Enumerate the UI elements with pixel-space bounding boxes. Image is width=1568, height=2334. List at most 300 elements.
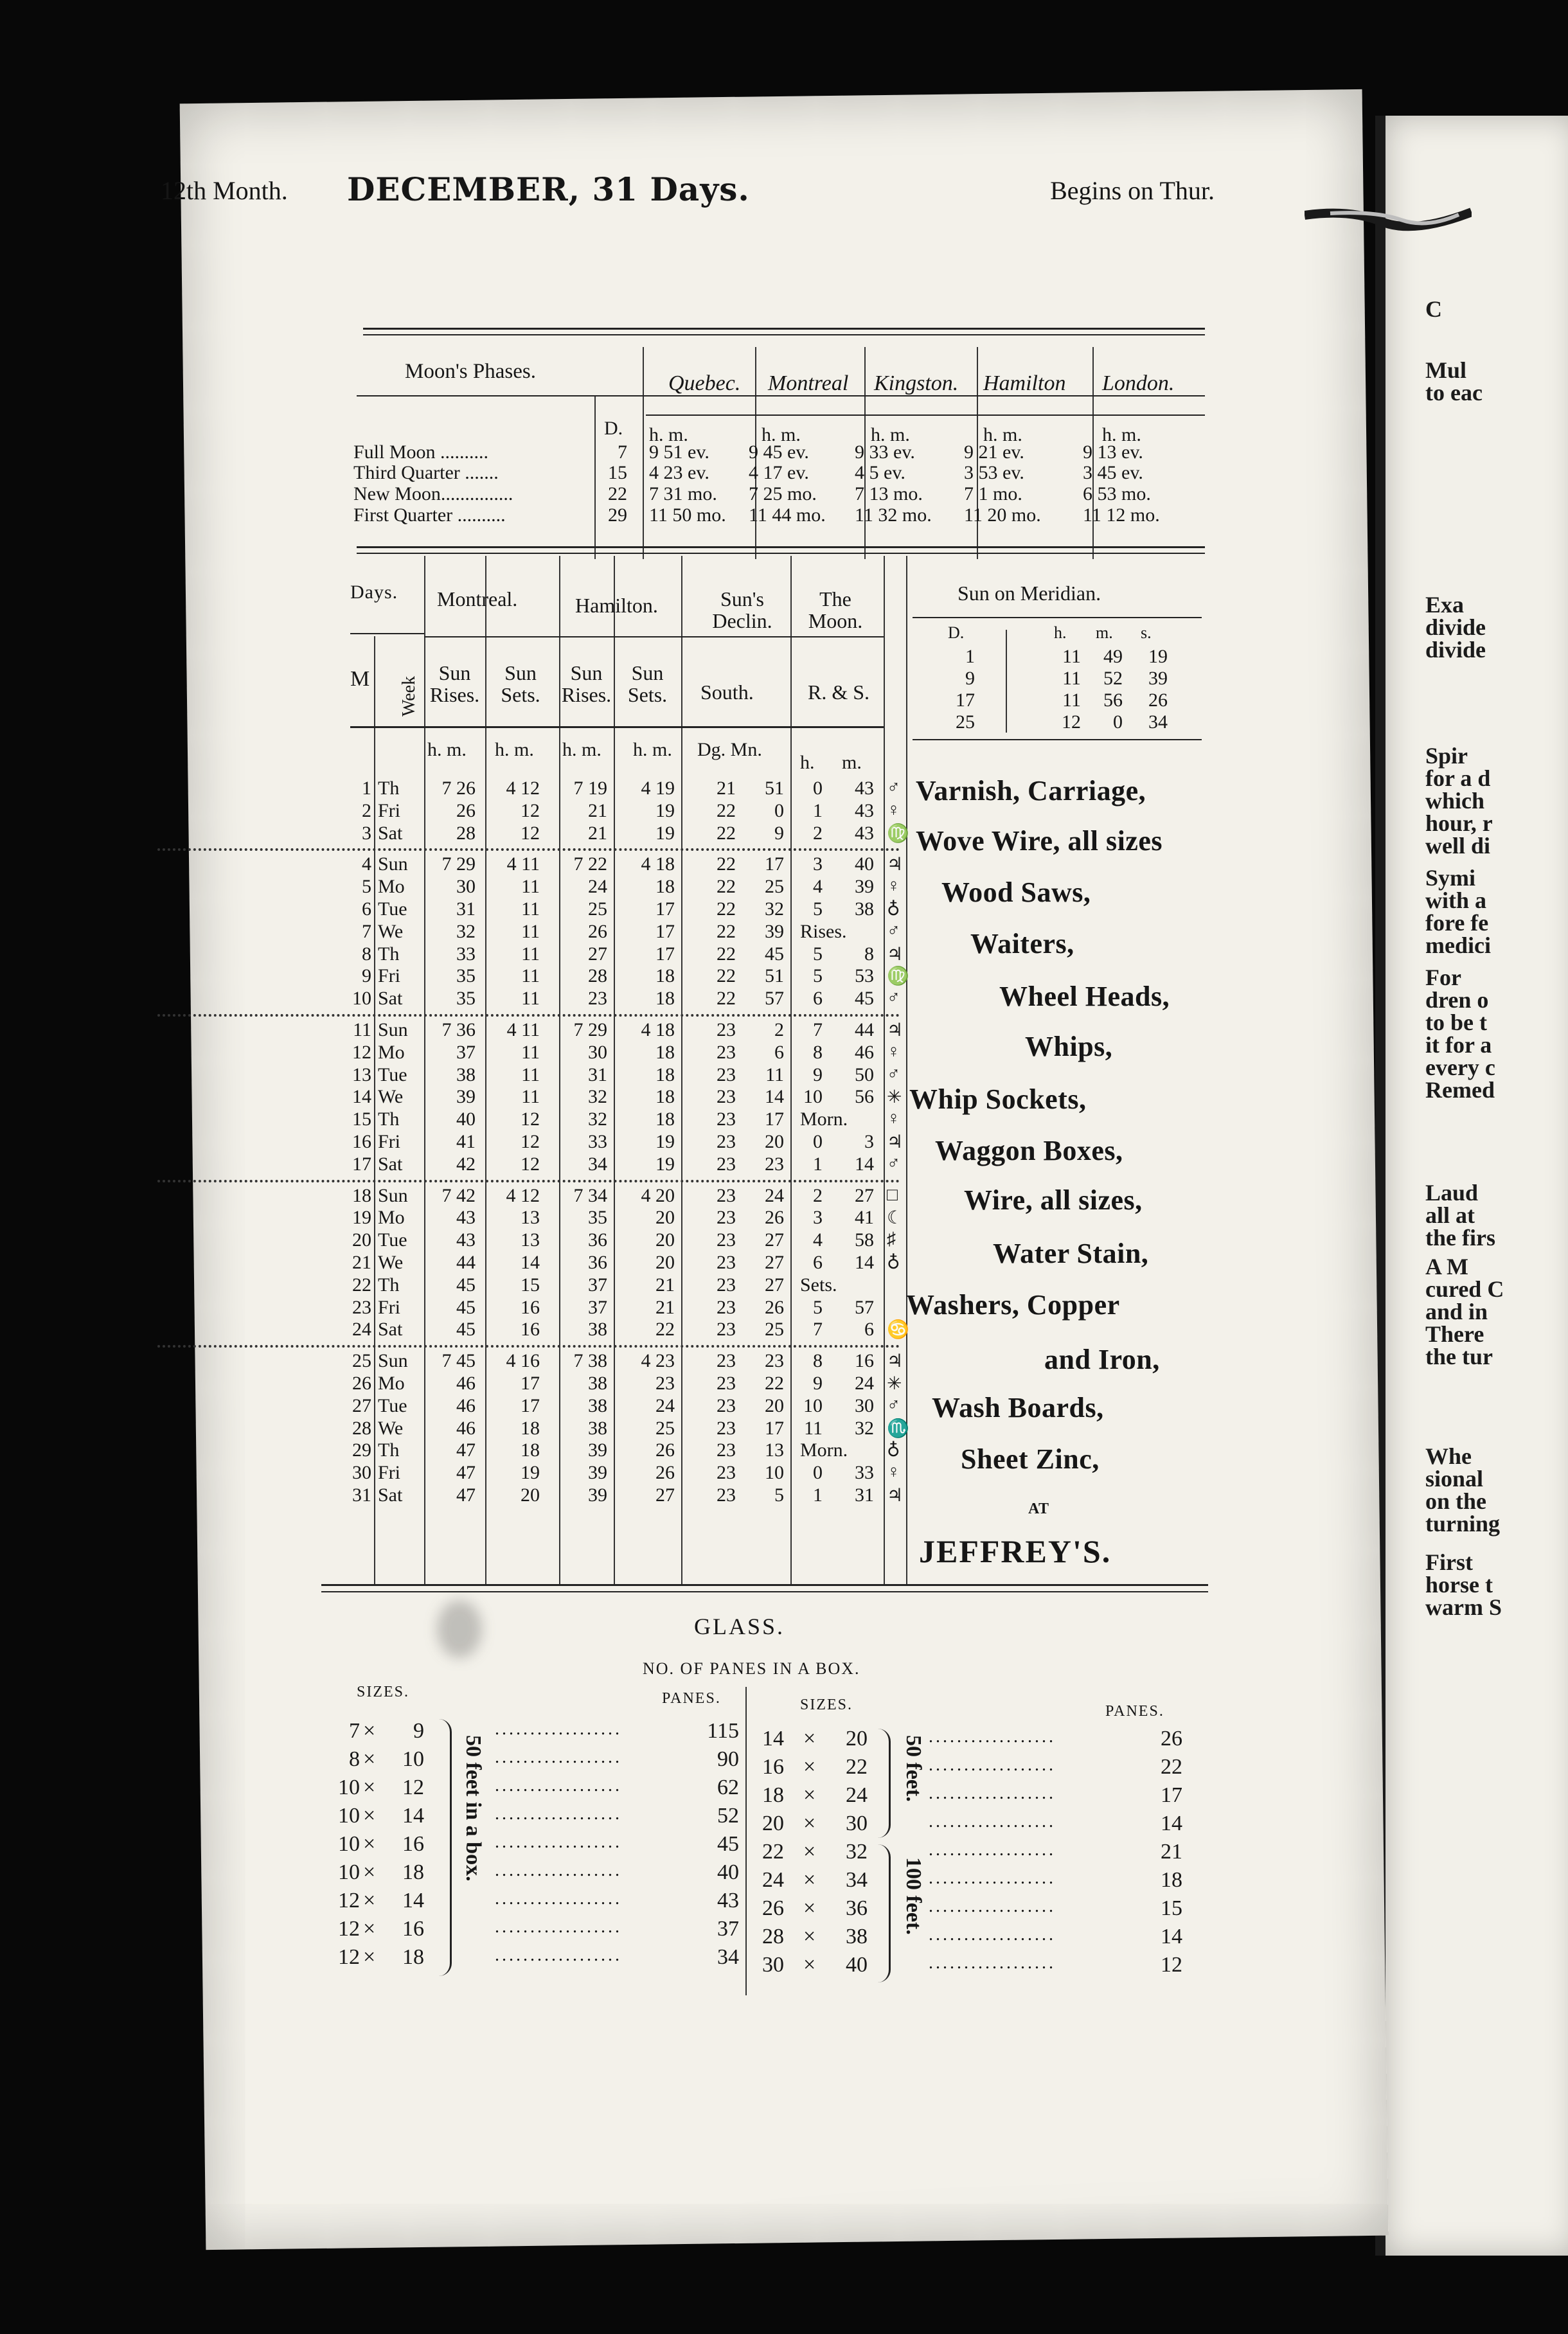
hamilton-rise: 7 29 — [573, 1019, 607, 1040]
hamilton-rise: 32 — [588, 1109, 607, 1130]
montreal-rise: 32 — [456, 920, 476, 942]
montreal-rise: 28 — [456, 822, 476, 844]
adjacent-page-text: There — [1425, 1321, 1484, 1347]
phase-time: 3 45 ev. — [1083, 462, 1143, 483]
declin-min: 6 — [774, 1041, 784, 1063]
glass-times: × — [803, 1783, 816, 1807]
ad-line: Whips, — [1025, 1031, 1113, 1062]
glass-panes: 62 — [717, 1776, 739, 1799]
glass-panes: 14 — [1161, 1812, 1182, 1835]
montreal-set: 19 — [521, 1462, 540, 1484]
declin-min: 27 — [765, 1274, 784, 1296]
hamilton-set: 19 — [655, 1153, 675, 1175]
glass-size-a: 10 — [338, 1860, 360, 1884]
hamilton-set: 18 — [655, 1041, 675, 1063]
montreal-set: 11 — [521, 1064, 540, 1085]
meridian-value: 49 — [1103, 646, 1123, 667]
declin-min: 24 — [765, 1184, 784, 1206]
glass-dots: .................. — [495, 1832, 622, 1852]
adjacent-page-text: horse t — [1425, 1572, 1493, 1598]
meridian-value: 52 — [1103, 668, 1123, 689]
montreal-rise: 7 26 — [441, 778, 476, 799]
glass-panes: 12 — [1161, 1953, 1182, 1977]
glass-times: × — [363, 1776, 376, 1799]
ad-line: Whip Sockets, — [909, 1083, 1087, 1115]
glass-dots: .................. — [929, 1953, 1056, 1973]
row-day-num: 17 — [352, 1153, 371, 1175]
row-weekday: Fri — [378, 1462, 401, 1484]
ad-line: Wood Saws, — [941, 877, 1091, 908]
row-day-num: 16 — [352, 1131, 371, 1152]
glass-size-a: 10 — [338, 1832, 360, 1856]
phase-hm-label: h. m. — [1102, 424, 1141, 445]
montreal-set: 11 — [521, 1086, 540, 1108]
phases-bottom-rule — [357, 546, 1205, 548]
glass-size-b: 14 — [402, 1889, 424, 1912]
declin-deg: 23 — [717, 1319, 736, 1341]
glass-dots: .................. — [929, 1727, 1056, 1747]
phase-day: 7 — [618, 441, 627, 463]
montreal-set: 18 — [521, 1439, 540, 1461]
phase-time: 4 5 ev. — [855, 462, 905, 483]
meridian-value: 11 — [1062, 690, 1081, 711]
moon-min: 14 — [855, 1252, 874, 1273]
row-day-num: 11 — [353, 1019, 371, 1040]
ribbon-bookmark — [1305, 206, 1472, 231]
glass-size-b: 12 — [402, 1776, 424, 1799]
moon-hour: 0 — [813, 778, 823, 799]
row-weekday: Sun — [378, 853, 408, 875]
moon-min: 40 — [855, 853, 874, 875]
montreal-set: 14 — [521, 1252, 540, 1273]
hamilton-rise: 7 22 — [573, 853, 607, 875]
glass-panes: 115 — [707, 1719, 739, 1743]
hamilton-rise: 35 — [588, 1207, 607, 1229]
phase-day: 22 — [608, 483, 627, 504]
m-label: m. — [842, 752, 862, 773]
hamilton-rise: 37 — [588, 1296, 607, 1318]
glass-panes: 45 — [717, 1832, 739, 1856]
declin-deg: 21 — [717, 778, 736, 799]
hamilton-rise: 28 — [588, 965, 607, 987]
glass-dots: .................. — [495, 1889, 622, 1909]
glass-size-b: 16 — [402, 1832, 424, 1856]
declin-min: 45 — [765, 943, 784, 965]
glass-brace-right-b — [877, 1844, 891, 1982]
declin-min: 20 — [765, 1394, 784, 1416]
phase-time: 9 51 ev. — [649, 441, 709, 463]
daily-col-rule — [485, 556, 486, 1584]
montreal-rise: 41 — [456, 1131, 476, 1152]
hamilton-rise: 38 — [588, 1417, 607, 1439]
moon-min: 27 — [855, 1184, 874, 1206]
moon-event: Morn. — [800, 1109, 848, 1130]
row-weekday: We — [378, 1252, 404, 1273]
row-weekday: Th — [378, 1109, 400, 1130]
moon-sign-icon: ✳ — [887, 1374, 902, 1394]
row-day-num: 24 — [352, 1319, 371, 1341]
montreal-set: 12 — [521, 799, 540, 821]
montreal-rise: 37 — [456, 1041, 476, 1063]
moon-hour: 1 — [813, 799, 823, 821]
glass-dots: .................. — [929, 1868, 1056, 1888]
glass-dots: .................. — [929, 1812, 1056, 1831]
moon-sign-icon: ♀ — [887, 1109, 900, 1129]
glass-panes: 90 — [717, 1747, 739, 1771]
moon-hour: 1 — [813, 1484, 823, 1506]
phase-city-header: London. — [1102, 371, 1175, 395]
header-rule — [363, 328, 1205, 330]
row-day-num: 3 — [362, 822, 371, 844]
meridian-value: 17 — [956, 690, 975, 711]
adjacent-page-text: with a — [1425, 887, 1487, 913]
glass-panes: 21 — [1161, 1840, 1182, 1864]
row-day-num: 26 — [352, 1373, 371, 1394]
phase-time: 9 21 ev. — [964, 441, 1024, 463]
phase-time: 9 13 ev. — [1083, 441, 1143, 463]
hamilton-set: 18 — [655, 876, 675, 898]
phase-time: 3 53 ev. — [964, 462, 1024, 483]
adjacent-page-text: all at — [1425, 1202, 1475, 1228]
glass-size-b: 16 — [402, 1917, 424, 1941]
hamilton-rise: 7 34 — [573, 1184, 607, 1206]
declin-min: 11 — [765, 1064, 784, 1085]
row-day-num: 5 — [362, 876, 371, 898]
hamilton-set: 26 — [655, 1462, 675, 1484]
moon-sign-icon: ♂ — [887, 1394, 900, 1415]
declin-deg: 22 — [717, 943, 736, 965]
montreal-set: 15 — [521, 1274, 540, 1296]
montreal-rises-header: Sun Rises. — [429, 661, 480, 706]
glass-size-a: 12 — [338, 1917, 360, 1941]
glass-dots: .................. — [929, 1925, 1056, 1945]
hamilton-rise: 39 — [588, 1439, 607, 1461]
ad-line: Sheet Zinc, — [961, 1443, 1100, 1475]
glass-size-b: 9 — [413, 1719, 424, 1743]
montreal-rise: 7 42 — [441, 1184, 476, 1206]
moon-hour: 0 — [813, 1131, 823, 1152]
phase-time: 9 33 ev. — [855, 441, 915, 463]
moon-sign-icon: ♀ — [887, 876, 900, 896]
adjacent-page-text: dren o — [1425, 987, 1489, 1013]
week-separator — [157, 1180, 900, 1182]
declin-min: 14 — [765, 1086, 784, 1108]
glass-size-b: 34 — [846, 1868, 868, 1892]
declin-min: 5 — [774, 1484, 784, 1506]
glass-times: × — [803, 1755, 816, 1779]
meridian-col-header: D. — [948, 623, 965, 642]
meridian-bottom — [913, 739, 1202, 740]
hamilton-set: 22 — [655, 1319, 675, 1341]
phase-hm-label: h. m. — [871, 424, 910, 445]
moon-min: 6 — [864, 1319, 874, 1341]
montreal-set: 16 — [521, 1296, 540, 1318]
hamilton-rise: 37 — [588, 1274, 607, 1296]
adjacent-page-text: for a d — [1425, 765, 1491, 791]
hamilton-header: Hamilton. — [575, 594, 658, 617]
row-day-num: 20 — [352, 1229, 371, 1251]
glass-times: × — [363, 1804, 376, 1828]
montreal-set: 13 — [521, 1207, 540, 1229]
row-day-num: 30 — [352, 1462, 371, 1484]
declin-deg: 23 — [717, 1462, 736, 1484]
declin-deg: 23 — [717, 1484, 736, 1506]
moon-hour: 7 — [813, 1019, 823, 1040]
montreal-set: 4 11 — [506, 1019, 540, 1040]
moon-sign-icon: ♀ — [887, 1041, 900, 1062]
moon-hour: 6 — [813, 1252, 823, 1273]
panes-label-left: PANES. — [662, 1690, 721, 1707]
glass-size-a: 28 — [762, 1925, 784, 1948]
declin-min: 17 — [765, 1417, 784, 1439]
daily-header-bottom — [350, 726, 884, 728]
daily-week-rule — [374, 636, 375, 1584]
adjacent-page-text: A M — [1425, 1254, 1468, 1279]
row-day-num: 1 — [362, 778, 371, 799]
hamilton-set: 26 — [655, 1439, 675, 1461]
meridian-value: 1 — [965, 646, 975, 667]
hamilton-set: 18 — [655, 988, 675, 1010]
declin-deg: 23 — [717, 1086, 736, 1108]
panes-label-right: PANES. — [1105, 1703, 1164, 1720]
montreal-rise: 46 — [456, 1417, 476, 1439]
montreal-set: 12 — [521, 1131, 540, 1152]
adjacent-page-text: to eac — [1425, 380, 1483, 405]
moon-hour: 5 — [813, 943, 823, 965]
phase-day: 29 — [608, 504, 627, 526]
row-weekday: Th — [378, 778, 400, 799]
moon-sign-icon: ♂ — [887, 988, 900, 1008]
hamilton-set: 17 — [655, 920, 675, 942]
daily-col-rule — [884, 556, 885, 1584]
month-number: 12th Month. — [161, 176, 288, 205]
meridian-value: 11 — [1062, 646, 1081, 667]
moon-hour: 0 — [813, 1462, 823, 1484]
moon-min: 50 — [855, 1064, 874, 1085]
declin-min: 25 — [765, 1319, 784, 1341]
glass-size-b: 24 — [846, 1783, 868, 1807]
moon-hour: 4 — [813, 1229, 823, 1251]
hamilton-set: 18 — [655, 1086, 675, 1108]
declin-deg: 23 — [717, 1229, 736, 1251]
phase-time: 7 31 mo. — [649, 483, 717, 504]
adjacent-page-text: and in — [1425, 1299, 1488, 1324]
declin-min: 9 — [774, 822, 784, 844]
glass-size-b: 40 — [846, 1953, 868, 1977]
glass-size-a: 20 — [762, 1812, 784, 1835]
glass-size-a: 12 — [338, 1889, 360, 1912]
hamilton-set: 19 — [655, 822, 675, 844]
hamilton-set: 4 20 — [641, 1184, 675, 1206]
declin-deg: 23 — [717, 1417, 736, 1439]
moon-min: 45 — [855, 988, 874, 1010]
hamilton-set: 27 — [655, 1484, 675, 1506]
declin-deg: 23 — [717, 1019, 736, 1040]
row-day-num: 31 — [352, 1484, 371, 1506]
glass-subtitle: NO. OF PANES IN A BOX. — [643, 1659, 860, 1678]
phase-time: 9 45 ev. — [749, 441, 809, 463]
row-weekday: Sat — [378, 822, 403, 844]
row-weekday: Fri — [378, 965, 401, 987]
row-day-num: 18 — [352, 1184, 371, 1206]
meridian-value: 25 — [956, 711, 975, 733]
ad-line: Wove Wire, all sizes — [916, 825, 1163, 857]
declin-min: 27 — [765, 1229, 784, 1251]
glass-dots: .................. — [495, 1719, 622, 1739]
daily-sub-rule — [424, 636, 884, 637]
glass-size-b: 14 — [402, 1804, 424, 1828]
declin-min: 17 — [765, 1109, 784, 1130]
dgmn-label: Dg. Mn. — [697, 739, 762, 760]
montreal-rise: 43 — [456, 1229, 476, 1251]
phase-time: 11 20 mo. — [964, 504, 1041, 526]
declin-header: Sun's Declin. — [712, 587, 772, 632]
glass-panes: 26 — [1161, 1727, 1182, 1750]
glass-panes: 37 — [717, 1917, 739, 1941]
row-day-num: 22 — [352, 1274, 371, 1296]
glass-dots: .................. — [495, 1860, 622, 1880]
glass-panes: 18 — [1161, 1868, 1182, 1892]
montreal-set: 11 — [521, 965, 540, 987]
glass-times: × — [363, 1917, 376, 1941]
glass-dots: .................. — [929, 1755, 1056, 1775]
moon-min: 33 — [855, 1462, 874, 1484]
adjacent-page-text: For — [1425, 965, 1461, 990]
row-weekday: Mo — [378, 1041, 405, 1063]
row-day-num: 19 — [352, 1207, 371, 1229]
row-weekday: Mo — [378, 1207, 405, 1229]
row-day-num: 29 — [352, 1439, 371, 1461]
glass-panes: 40 — [717, 1860, 739, 1884]
montreal-rise: 7 29 — [441, 853, 476, 875]
moon-event: Morn. — [800, 1439, 848, 1461]
m-header: M — [350, 667, 370, 691]
month-begins: Begins on Thur. — [1050, 176, 1215, 205]
hamilton-rise: 7 19 — [573, 778, 607, 799]
phase-time: 11 12 mo. — [1083, 504, 1160, 526]
daily-col-rule — [681, 556, 682, 1584]
montreal-set: 11 — [521, 943, 540, 965]
montreal-rise: 45 — [456, 1319, 476, 1341]
moon-sign-icon: ♂ — [887, 778, 900, 797]
ad-line: Waiters, — [970, 928, 1074, 959]
ad-line: Wire, all sizes, — [964, 1184, 1143, 1216]
hamilton-set: 4 19 — [641, 778, 675, 799]
declin-deg: 22 — [717, 853, 736, 875]
hamilton-sets-header: Sun Sets. — [627, 661, 668, 706]
moon-sign-icon: ♃ — [887, 1486, 904, 1506]
moon-sign-icon: ☾ — [887, 1208, 904, 1229]
daily-col-rule — [614, 556, 615, 1584]
declin-deg: 23 — [717, 1041, 736, 1063]
montreal-rise: 43 — [456, 1207, 476, 1229]
hamilton-rise: 24 — [588, 876, 607, 898]
montreal-rise: 42 — [456, 1153, 476, 1175]
montreal-set: 11 — [521, 988, 540, 1010]
hamilton-rise: 39 — [588, 1484, 607, 1506]
moon-min: 43 — [855, 778, 874, 799]
hamilton-set: 24 — [655, 1394, 675, 1416]
glass-size-a: 18 — [762, 1783, 784, 1807]
hamilton-rise: 30 — [588, 1041, 607, 1063]
meridian-value: 0 — [1113, 711, 1123, 733]
moon-sign-icon: ♀ — [887, 1462, 900, 1483]
phase-name: New Moon............... — [353, 483, 513, 504]
hamilton-rise: 21 — [588, 799, 607, 821]
montreal-rise: 38 — [456, 1064, 476, 1085]
moon-sign-icon: ♃ — [887, 1351, 904, 1372]
phase-time: 7 13 mo. — [855, 483, 923, 504]
declin-min: 23 — [765, 1153, 784, 1175]
moon-min: 30 — [855, 1394, 874, 1416]
montreal-rise: 31 — [456, 898, 476, 920]
row-weekday: Fri — [378, 799, 401, 821]
header-rule-thin — [363, 334, 1205, 335]
declin-min: 51 — [765, 965, 784, 987]
adjacent-page-text: divide — [1425, 637, 1486, 663]
glass-dots: .................. — [929, 1783, 1056, 1803]
moon-min: 44 — [855, 1019, 874, 1040]
declin-min: 17 — [765, 853, 784, 875]
adjacent-page-text: on the — [1425, 1488, 1487, 1514]
adjacent-page-text: cured C — [1425, 1276, 1504, 1302]
row-weekday: Th — [378, 1274, 400, 1296]
ad-line: Waggon Boxes, — [935, 1135, 1123, 1166]
phase-city-header: Hamilton — [983, 371, 1066, 395]
moon-hour: 6 — [813, 988, 823, 1010]
moon-hour: 8 — [813, 1041, 823, 1063]
adjacent-page-text: the tur — [1425, 1344, 1493, 1369]
glass-size-b: 36 — [846, 1896, 868, 1920]
meridian-value: 56 — [1103, 690, 1123, 711]
row-weekday: Sun — [378, 1184, 408, 1206]
moon-min: 3 — [864, 1131, 874, 1152]
glass-size-b: 22 — [846, 1755, 868, 1779]
declin-min: 20 — [765, 1131, 784, 1152]
hamilton-set: 4 23 — [641, 1350, 675, 1372]
daily-bottom-rule — [321, 1584, 1208, 1586]
phase-day: 15 — [608, 462, 627, 483]
declin-deg: 22 — [717, 822, 736, 844]
phase-city-header: Quebec. — [668, 371, 741, 395]
declin-min: 22 — [765, 1373, 784, 1394]
phase-time: 6 53 mo. — [1083, 483, 1151, 504]
phase-time: 7 1 mo. — [964, 483, 1022, 504]
moon-hour: 3 — [813, 853, 823, 875]
row-weekday: Sat — [378, 1153, 403, 1175]
daily-bottom-rule-2 — [321, 1591, 1208, 1592]
glass-size-a: 8 — [349, 1747, 360, 1771]
hamilton-rise: 36 — [588, 1252, 607, 1273]
south-header: South. — [700, 681, 754, 704]
ad-line: Wheel Heads, — [999, 981, 1170, 1012]
moon-sign-icon: ♃ — [887, 855, 904, 875]
glass-dots: .................. — [495, 1945, 622, 1965]
moon-sign-icon: ✳ — [887, 1087, 902, 1108]
row-day-num: 21 — [352, 1252, 371, 1273]
meridian-col-header: s. — [1141, 623, 1152, 642]
montreal-set: 11 — [521, 1041, 540, 1063]
glass-size-b: 10 — [402, 1747, 424, 1771]
moon-hour: 9 — [813, 1373, 823, 1394]
montreal-set: 16 — [521, 1319, 540, 1341]
meridian-title: Sun on Meridian. — [958, 582, 1101, 605]
row-day-num: 8 — [362, 943, 371, 965]
moon-min: 8 — [864, 943, 874, 965]
moon-sign-icon: ♂ — [887, 1064, 900, 1084]
declin-deg: 23 — [717, 1184, 736, 1206]
glass-panes: 52 — [717, 1804, 739, 1828]
